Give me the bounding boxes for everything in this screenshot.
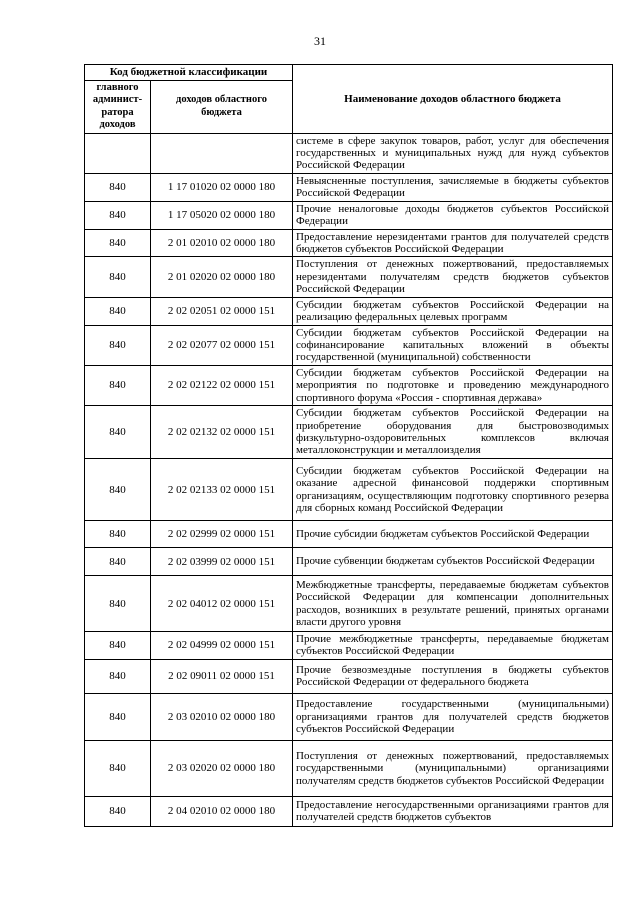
admin-code-cell: 840 (85, 548, 151, 576)
income-code-cell: 2 01 02010 02 0000 180 (151, 229, 293, 257)
income-name-cell: Субсидии бюджетам субъектов Российской Федерации на софинансирование капитальных вложений в объекты государственной (муниципальной) собственности (293, 325, 613, 365)
table-row (85, 325, 613, 365)
income-code-cell: 1 17 01020 02 0000 180 (151, 173, 293, 201)
table-row (85, 459, 613, 521)
admin-code-cell: 840 (85, 406, 151, 459)
admin-code-cell: 840 (85, 201, 151, 229)
income-name-cell: Прочие неналоговые доходы бюджетов субъектов Российской Федерации (293, 201, 613, 229)
income-code-cell: 2 02 03999 02 0000 151 (151, 548, 293, 576)
table-row (85, 576, 613, 632)
admin-code-cell: 840 (85, 659, 151, 693)
income-code-cell (151, 133, 293, 173)
budget-classification-table (84, 64, 613, 827)
income-name-cell: Субсидии бюджетам субъектов Российской Федерации на реализацию федеральных целевых программ (293, 297, 613, 325)
income-code-cell: 1 17 05020 02 0000 180 (151, 201, 293, 229)
admin-code-cell: 840 (85, 693, 151, 740)
table-row (85, 406, 613, 459)
page-number: 31 (314, 34, 326, 48)
income-name-cell: Поступления от денежных пожертвований, предоставляемых нерезидентами получателям средств бюджетов субъектов Российской Федерации (293, 257, 613, 297)
income-code-cell: 2 02 02999 02 0000 151 (151, 521, 293, 548)
income-code-cell: 2 02 04012 02 0000 151 (151, 576, 293, 632)
income-name-cell: Прочие межбюджетные трансферты, передаваемые бюджетам субъектов Российской Федерации (293, 632, 613, 660)
income-name-cell: Прочие субвенции бюджетам субъектов Российской Федерации (293, 548, 613, 576)
admin-code-cell: 840 (85, 173, 151, 201)
admin-code-cell: 840 (85, 297, 151, 325)
table-row (85, 201, 613, 229)
admin-code-cell: 840 (85, 632, 151, 660)
admin-code-cell: 840 (85, 325, 151, 365)
income-code-cell: 2 01 02020 02 0000 180 (151, 257, 293, 297)
income-name-cell: Прочие безвозмездные поступления в бюджеты субъектов Российской Федерации от федерального бюджета (293, 659, 613, 693)
table-row (85, 632, 613, 660)
admin-code-cell: 840 (85, 521, 151, 548)
admin-code-cell: 840 (85, 365, 151, 405)
income-name-cell: Субсидии бюджетам субъектов Российской Федерации на оказание адресной финансовой поддержки спортивным организациям, осуществляющим подготовку спортивного резерва для сборных команд Российской Федерации (293, 459, 613, 521)
income-name-cell: Поступления от денежных пожертвований, предоставляемых государственными (муниципальными) организациями получателям средств бюджетов субъектов Российской Федерации (293, 740, 613, 796)
admin-code-cell (85, 133, 151, 173)
table-row (85, 796, 613, 826)
header-name-column: Наименование доходов областного бюджета (293, 65, 613, 134)
admin-code-cell: 840 (85, 257, 151, 297)
income-name-cell: системе в сфере закупок товаров, работ, услуг для обеспечения государственных и муниципальных нужд для нужд субъектов Российской Федерации (293, 133, 613, 173)
income-code-cell: 2 02 09011 02 0000 151 (151, 659, 293, 693)
table-row (85, 693, 613, 740)
income-code-cell: 2 04 02010 02 0000 180 (151, 796, 293, 826)
income-code-cell: 2 02 02132 02 0000 151 (151, 406, 293, 459)
table-row (85, 257, 613, 297)
income-name-cell: Предоставление негосударственными организациями грантов для получателей средств бюджетов субъектов (293, 796, 613, 826)
table-row (85, 659, 613, 693)
income-code-cell: 2 02 02077 02 0000 151 (151, 325, 293, 365)
table-row (85, 133, 613, 173)
income-code-cell: 2 02 02122 02 0000 151 (151, 365, 293, 405)
admin-code-cell: 840 (85, 459, 151, 521)
table-row (85, 740, 613, 796)
table-row (85, 229, 613, 257)
income-code-cell: 2 03 02020 02 0000 180 (151, 740, 293, 796)
table-row (85, 521, 613, 548)
header-income-code-column: доходов областного бюджета (151, 80, 293, 133)
income-code-cell: 2 02 02133 02 0000 151 (151, 459, 293, 521)
header-main-administrator-column: главного админист-ратора доходов (85, 80, 151, 133)
income-name-cell: Невыясненные поступления, зачисляемые в бюджеты субъектов Российской Федерации (293, 173, 613, 201)
admin-code-cell: 840 (85, 740, 151, 796)
header-budget-classification-code: Код бюджетной классификации (85, 65, 293, 81)
income-name-cell: Субсидии бюджетам субъектов Российской Федерации на приобретение оборудования для быстровозводимых физкультурно-оздоровительных комплексов включая металлоконструкции и металлоизделия (293, 406, 613, 459)
income-name-cell: Субсидии бюджетам субъектов Российской Федерации на мероприятия по подготовке и проведению международного спортивного форума «Россия - спортивная держава» (293, 365, 613, 405)
income-code-cell: 2 03 02010 02 0000 180 (151, 693, 293, 740)
admin-code-cell: 840 (85, 796, 151, 826)
income-name-cell: Предоставление государственными (муниципальными) организациями грантов для получателей средств бюджетов субъектов Российской Федерации (293, 693, 613, 740)
income-name-cell: Прочие субсидии бюджетам субъектов Российской Федерации (293, 521, 613, 548)
table-body (85, 133, 613, 826)
income-name-cell: Межбюджетные трансферты, передаваемые бюджетам субъектов Российской Федерации для компенсации дополнительных расходов, возникших в результате решений, принятых органами власти другого уровня (293, 576, 613, 632)
table-row (85, 548, 613, 576)
income-code-cell: 2 02 02051 02 0000 151 (151, 297, 293, 325)
income-code-cell: 2 02 04999 02 0000 151 (151, 632, 293, 660)
table-row (85, 297, 613, 325)
table-row (85, 173, 613, 201)
admin-code-cell: 840 (85, 229, 151, 257)
admin-code-cell: 840 (85, 576, 151, 632)
table-row (85, 365, 613, 405)
table-header (85, 65, 613, 134)
income-name-cell: Предоставление нерезидентами грантов для получателей средств бюджетов субъектов Российской Федерации (293, 229, 613, 257)
